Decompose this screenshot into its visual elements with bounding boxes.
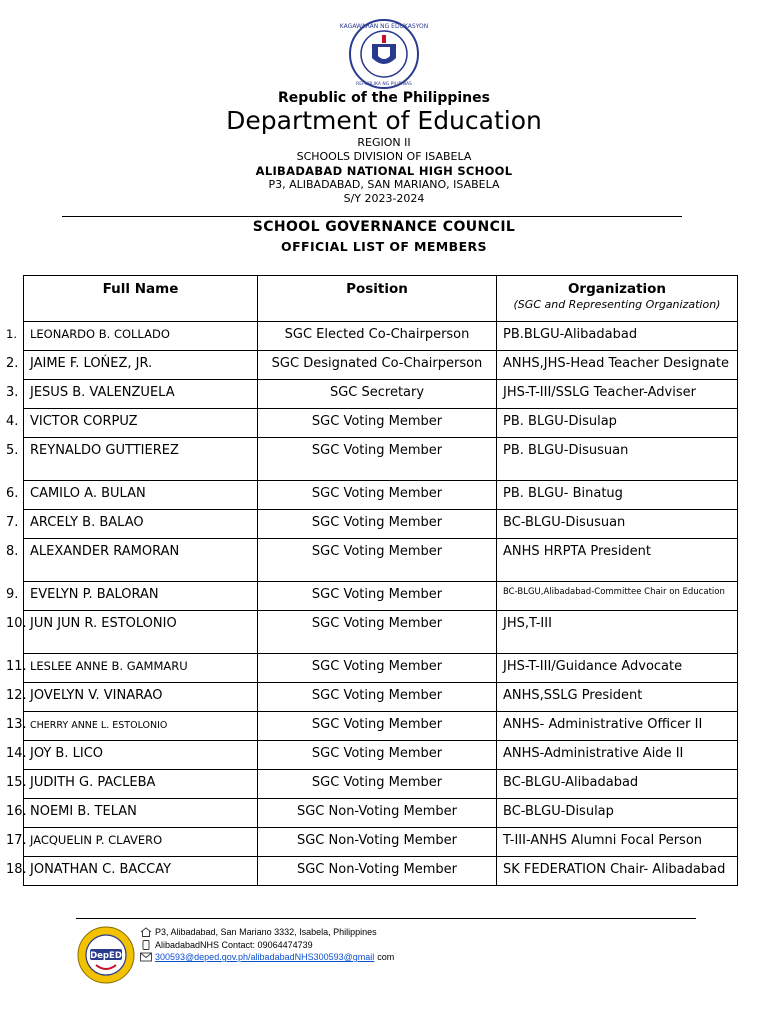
header-organization-note: (SGC and Representing Organization) — [513, 298, 721, 311]
table-row — [24, 683, 738, 712]
table-row — [24, 539, 738, 582]
member-name: 15. JUDITH G. PACLEBA — [24, 770, 258, 799]
member-name: 5. REYNALDO GUTTIEREZ — [24, 438, 258, 481]
footer-address: P3, Alibadabad, San Mariano 3332, Isabela, Philippines — [155, 927, 377, 937]
member-name: 9. EVELYN P. BALORAN — [24, 582, 258, 611]
member-organization: PB.BLGU-Alibadabad — [497, 322, 738, 351]
deped-seal-icon — [339, 18, 429, 90]
table-row — [24, 322, 738, 351]
member-organization: JHS-T-III/Guidance Advocate — [497, 654, 738, 683]
seal-text: KAGAWARAN NG EDUKASYON — [339, 23, 429, 30]
member-position: SGC Voting Member — [258, 539, 497, 582]
deped-school-logo-icon — [76, 925, 136, 985]
member-organization: BC-BLGU-Alibadabad — [497, 770, 738, 799]
member-organization: ANHS- Administrative Officer II — [497, 712, 738, 741]
table-row — [24, 799, 738, 828]
table-row — [24, 481, 738, 510]
envelope-icon — [140, 952, 152, 962]
table-row — [24, 380, 738, 409]
member-position: SGC Elected Co-Chairperson — [258, 322, 497, 351]
footer-contact-line — [140, 939, 394, 952]
logo-text: DepED — [90, 951, 122, 961]
table-header-row — [24, 276, 738, 322]
member-organization: BC-BLGU-Disusuan — [497, 510, 738, 539]
table-row — [24, 510, 738, 539]
header-full-name: Full Name — [24, 276, 258, 322]
member-position: SGC Non-Voting Member — [258, 828, 497, 857]
member-position: SGC Voting Member — [258, 741, 497, 770]
table-row — [24, 438, 738, 481]
member-organization: BC-BLGU,Alibadabad-Committee Chair on Education — [497, 582, 738, 611]
header-organization — [497, 276, 738, 322]
member-organization: T-III-ANHS Alumni Focal Person — [497, 828, 738, 857]
republic-heading: Republic of the Philippines — [278, 90, 490, 106]
member-name: 6. CAMILO A. BULAN — [24, 481, 258, 510]
member-name: 10. JUN JUN R. ESTOLONIO — [24, 611, 258, 654]
table-row — [24, 857, 738, 886]
table-row — [24, 582, 738, 611]
member-name: 14. JOY B. LICO — [24, 741, 258, 770]
member-organization: PB. BLGU-Disusuan — [497, 438, 738, 481]
member-position: SGC Voting Member — [258, 712, 497, 741]
member-position: SGC Voting Member — [258, 683, 497, 712]
header-divider — [62, 216, 682, 217]
table-row — [24, 741, 738, 770]
footer-contact: AlibadabadNHS Contact: 09064474739 — [155, 939, 313, 950]
home-icon — [140, 927, 152, 937]
member-position: SGC Voting Member — [258, 409, 497, 438]
school-year: S/Y 2023-2024 — [343, 192, 425, 205]
member-position: SGC Non-Voting Member — [258, 857, 497, 886]
member-name: 13. CHERRY ANNE L. ESTOLONIO — [24, 712, 258, 741]
member-organization: JHS,T-III — [497, 611, 738, 654]
member-position: SGC Voting Member — [258, 654, 497, 683]
member-name: 17. JACQUELIN P. CLAVERO — [24, 828, 258, 857]
member-name: 18. JONATHAN C. BACCAY — [24, 857, 258, 886]
member-position: SGC Voting Member — [258, 582, 497, 611]
table-row — [24, 409, 738, 438]
member-position: SGC Voting Member — [258, 481, 497, 510]
table-row — [24, 611, 738, 654]
member-position: SGC Voting Member — [258, 438, 497, 481]
footer-email-suffix: com — [377, 952, 395, 962]
council-title: SCHOOL GOVERNANCE COUNCIL — [252, 219, 516, 235]
school-name: ALIBADABAD NATIONAL HIGH SCHOOL — [255, 164, 513, 178]
member-position: SGC Secretary — [258, 380, 497, 409]
member-organization: JHS-T-III/SSLG Teacher-Adviser — [497, 380, 738, 409]
header-organization-label: Organization — [567, 281, 667, 297]
member-name: 16. NOEMI B. TELAN — [24, 799, 258, 828]
table-row — [24, 654, 738, 683]
member-organization: ANHS,SSLG President — [497, 683, 738, 712]
footer-address-line — [140, 926, 394, 939]
member-name: 4. VICTOR CORPUZ — [24, 409, 258, 438]
school-address: P3, ALIBADABAD, SAN MARIANO, ISABELA — [268, 178, 500, 191]
member-name: 3. JESUS B. VALENZUELA — [24, 380, 258, 409]
footer-email-line — [140, 951, 394, 964]
table-row — [24, 828, 738, 857]
member-position: SGC Non-Voting Member — [258, 799, 497, 828]
seal-subtext: REPUBLIKA NG PILIPINAS — [356, 82, 412, 87]
member-name: 8. ALEXANDER RAMORAN — [24, 539, 258, 582]
member-organization: PB. BLGU-Disulap — [497, 409, 738, 438]
table-row — [24, 770, 738, 799]
table-row — [24, 712, 738, 741]
member-organization: PB. BLGU- Binatug — [497, 481, 738, 510]
member-position: SGC Designated Co-Chairperson — [258, 351, 497, 380]
member-name: 12. JOVELYN V. VINARAO — [24, 683, 258, 712]
division-line: SCHOOLS DIVISION OF ISABELA — [296, 150, 472, 163]
member-name: 2. JAIME F. LOŃEZ, JR. — [24, 351, 258, 380]
member-organization: SK FEDERATION Chair- Alibadabad — [497, 857, 738, 886]
header-position: Position — [258, 276, 497, 322]
member-name: 1. LEONARDO B. COLLADO — [24, 322, 258, 351]
list-title: OFFICIAL LIST OF MEMBERS — [281, 239, 487, 254]
phone-icon — [140, 940, 152, 950]
table-row — [24, 351, 738, 380]
footer-divider — [76, 918, 696, 919]
member-organization: BC-BLGU-Disulap — [497, 799, 738, 828]
member-position: SGC Voting Member — [258, 510, 497, 539]
department-heading: Department of Education — [226, 106, 542, 135]
region-line: REGION II — [357, 136, 411, 149]
member-name: 11. LESLEE ANNE B. GAMMARU — [24, 654, 258, 683]
member-organization: ANHS-Administrative Aide II — [497, 741, 738, 770]
member-position: SGC Voting Member — [258, 770, 497, 799]
members-table — [6, 275, 738, 886]
footer-contact — [140, 926, 394, 964]
member-organization: ANHS,JHS-Head Teacher Designate — [497, 351, 738, 380]
member-position: SGC Voting Member — [258, 611, 497, 654]
member-name: 7. ARCELY B. BALAO — [24, 510, 258, 539]
footer-email-link[interactable]: 300593@deped.gov.ph/alibadabadNHS300593@gmail — [155, 952, 375, 962]
member-organization: ANHS HRPTA President — [497, 539, 738, 582]
